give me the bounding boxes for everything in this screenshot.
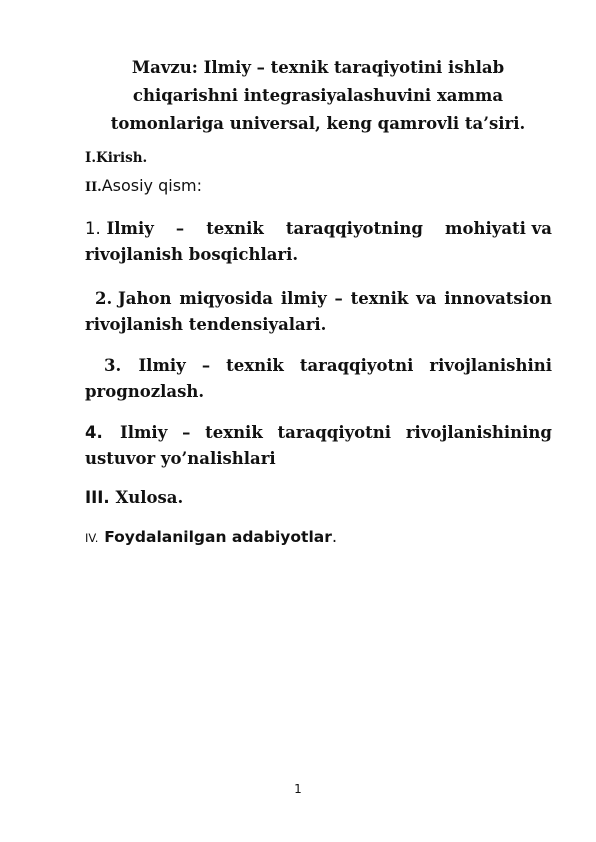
- outline-item-1: [85, 219, 552, 238]
- xulosa-number: III.: [85, 488, 110, 507]
- item1-line-2: rivojlanish bosqichlari.: [85, 245, 299, 264]
- item1-word: taraqqiyotning: [285, 219, 423, 238]
- item3-number: 3.: [104, 356, 122, 375]
- item4-line-2: ustuvor yo’nalishlari: [85, 449, 276, 468]
- title-line-3: tomonlariga universal, keng qamrovli ta’siri.: [110, 114, 526, 133]
- item3-word: Ilmiy: [138, 356, 186, 375]
- kirish-number: I.: [85, 150, 97, 166]
- item2-line-2: rivojlanish tendensiyalari.: [85, 315, 327, 334]
- item4-word: Ilmiy: [119, 423, 168, 442]
- item3-line-2: prognozlash.: [85, 382, 205, 401]
- item4-word: texnik: [205, 423, 263, 442]
- adabiyot-number: IV.: [85, 531, 99, 545]
- item4-number: 4.: [85, 423, 103, 442]
- outline-xulosa: [85, 488, 552, 507]
- item2-word: Jahon: [117, 289, 172, 308]
- item3-word: taraqqiyotni: [299, 356, 414, 375]
- outline-adabiyot: [85, 527, 552, 546]
- asosiy-number: II.: [85, 180, 102, 195]
- item1-number: 1.: [85, 219, 101, 238]
- item2-word: texnik: [350, 289, 409, 308]
- item4-word: –: [182, 423, 191, 442]
- outline-item-4: [85, 423, 552, 442]
- title-line-2: chiqarishni integrasiyalashuvini xamma: [132, 86, 504, 105]
- kirish-text: Kirish.: [96, 150, 148, 166]
- item2-word: innovatsion: [444, 289, 552, 308]
- item4-word: rivojlanishining: [405, 423, 552, 442]
- outline-asosiy: [85, 176, 552, 195]
- outline-item-3: [104, 356, 552, 375]
- outline-item-2: [95, 289, 552, 308]
- item1-word: Ilmiy: [106, 219, 154, 238]
- item3-word: texnik: [226, 356, 284, 375]
- asosiy-text: Asosiy qism:: [101, 176, 203, 195]
- document-title: [100, 54, 536, 138]
- item1-word: texnik: [206, 219, 264, 238]
- outline-kirish: [85, 150, 552, 166]
- item4-word: taraqqiyotni: [277, 423, 392, 442]
- item3-word: –: [201, 356, 211, 375]
- xulosa-text: Xulosa.: [115, 488, 184, 507]
- item1-word: –: [175, 219, 185, 238]
- item2-word: va: [416, 289, 437, 308]
- item2-number: 2.: [95, 289, 113, 308]
- item1-word: mohiyati va: [445, 219, 552, 238]
- adabiyot-dot: .: [331, 527, 338, 546]
- adabiyot-text: Foydalanilgan adabiyotlar: [104, 528, 332, 546]
- item2-word: ilmiy: [280, 289, 327, 308]
- page-number: 1: [294, 782, 302, 796]
- item2-word: –: [334, 289, 343, 308]
- item3-word: rivojlanishini: [429, 356, 552, 375]
- title-line-1: Mavzu: Ilmiy – texnik taraqiyotini ishlab: [131, 58, 505, 77]
- item2-word: miqyosida: [179, 289, 273, 308]
